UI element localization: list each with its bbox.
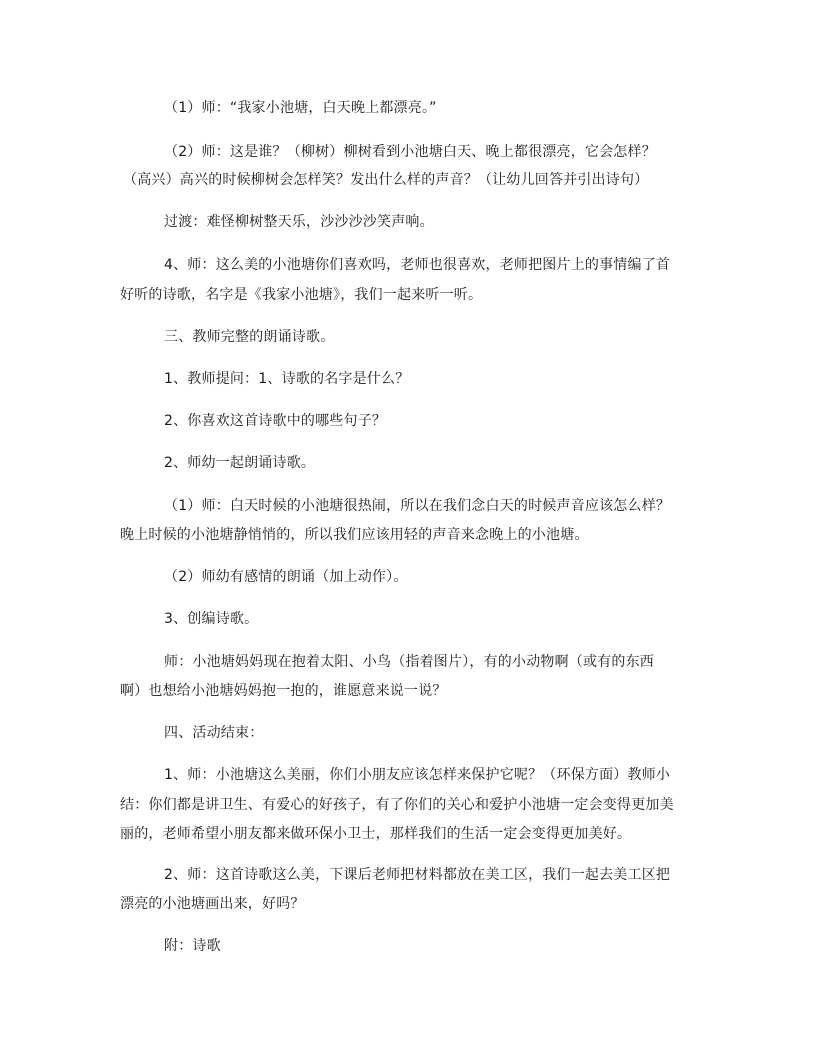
text-line-19: 结：你们都是讲卫生、有爱心的好孩子，有了你们的关心和爱护小池塘一定会变得更加美 <box>120 797 674 813</box>
text-line-10: 2、师幼一起朗诵诗歌。 <box>164 455 316 471</box>
text-line-14: 3、创编诗歌。 <box>164 611 259 627</box>
text-line-16: 啊）也想给小池塘妈妈抱一抱的，谁愿意来说一说？ <box>120 683 447 699</box>
text-line-5: 4、师：这么美的小池塘你们喜欢吗，老师也很喜欢，老师把图片上的事情编了首 <box>164 257 671 273</box>
text-line-17: 四、活动结束： <box>164 725 264 741</box>
text-line-13: （2）师幼有感情的朗诵（加上动作）。 <box>164 569 408 585</box>
text-line-12: 晚上时候的小池塘静悄悄的，所以我们应该用轻的声音来念晚上的小池塘。 <box>120 527 589 543</box>
text-line-23: 附：诗歌 <box>164 938 221 954</box>
text-line-21: 2、师：这首诗歌这么美，下课后老师把材料都放在美工区，我们一起去美工区把 <box>164 867 671 883</box>
text-line-15: 师：小池塘妈妈现在抱着太阳、小鸟（指着图片），有的小动物啊（或有的东西 <box>164 654 654 670</box>
text-line-6: 好听的诗歌，名字是《我家小池塘》，我们一起来听一听。 <box>120 287 483 303</box>
text-line-7: 三、教师完整的朗诵诗歌。 <box>164 329 335 345</box>
text-line-4: 过渡：难怪柳树整天乐，沙沙沙沙笑声响。 <box>164 214 434 230</box>
text-line-18: 1、师：小池塘这么美丽，你们小朋友应该怎样来保护它呢？（环保方面）教师小 <box>164 767 671 783</box>
text-line-22: 漂亮的小池塘画出来，好吗？ <box>120 896 305 912</box>
text-line-1: （1）师：“我家小池塘，白天晚上都漂亮。” <box>164 100 437 116</box>
text-line-9: 2、你喜欢这首诗歌中的哪些句子？ <box>164 413 387 429</box>
text-line-2: （2）师：这是谁？（柳树）柳树看到小池塘白天、晚上都很漂亮，它会怎样？ <box>164 144 656 160</box>
text-line-3: （高兴）高兴的时候柳树会怎样笑？发出什么样的声音？（让幼儿回答并引出诗句） <box>123 172 649 188</box>
text-line-8: 1、教师提问：1、诗歌的名字是什么？ <box>164 371 410 387</box>
text-line-20: 丽的，老师希望小朋友都来做环保小卫士，那样我们的生活一定会变得更加美好。 <box>120 826 632 842</box>
text-line-11: （1）师：白天时候的小池塘很热闹，所以在我们念白天的时候声音应该怎么样？ <box>164 498 671 514</box>
